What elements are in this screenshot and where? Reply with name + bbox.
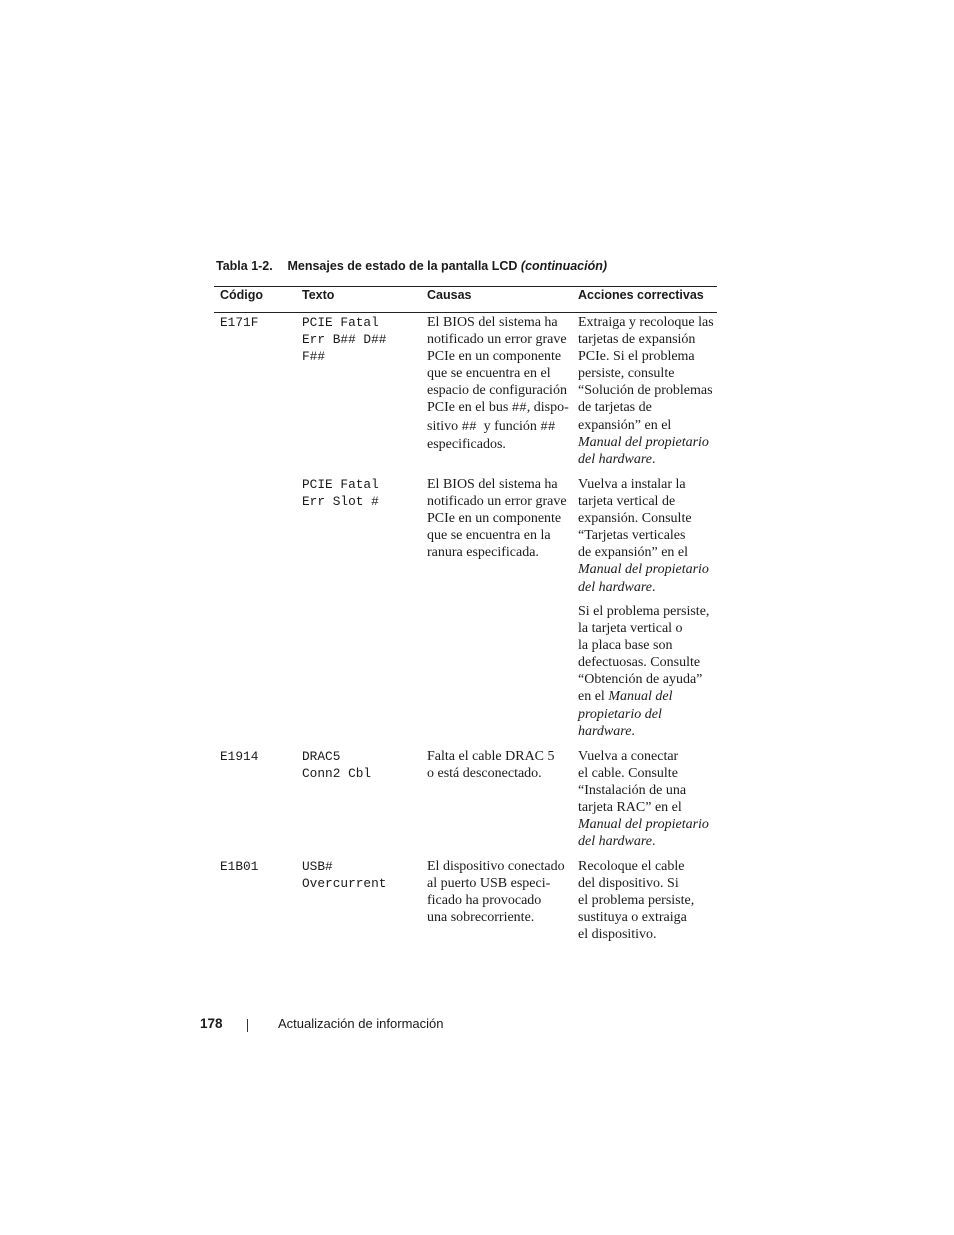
row4-causes: El dispositivo conectado al puerto USB especi- ficado ha provocado una sobrecorriente. bbox=[427, 859, 565, 926]
row3-causes: Falta el cable DRAC 5 o está desconectado. bbox=[427, 749, 555, 782]
table-top-rule bbox=[214, 286, 717, 287]
table-caption bbox=[216, 259, 607, 273]
page-number: 178 bbox=[200, 1016, 223, 1031]
row1-actions: Extraiga y recoloque las tarjetas de expansión PCIe. Si el problema persiste, consulte “Solución de problemas de tarjetas de expansión” en el Manual del propietario del hardware. bbox=[578, 315, 714, 467]
caption-continued: (continuación) bbox=[520, 259, 608, 273]
row2-causes: El BIOS del sistema ha notificado un error grave PCIe en un componente que se encuentra en la ranura especificada. bbox=[427, 477, 567, 561]
header-texto: Texto bbox=[302, 288, 335, 302]
caption-title: Mensajes de estado de la pantalla LCD bbox=[287, 259, 518, 273]
row2-text: PCIE Fatal Err Slot # bbox=[302, 477, 379, 510]
row3-text: DRAC5 Conn2 Cbl bbox=[302, 749, 372, 782]
header-causas: Causas bbox=[427, 288, 472, 302]
footer-section-title: Actualización de información bbox=[278, 1016, 444, 1031]
row2-actions-extra: Si el problema persiste, la tarjeta vertical o la placa base son defectuosas. Consulte “Obtención de ayuda” en el Manual del propietario del hardware. bbox=[578, 604, 710, 739]
row4-actions: Recoloque el cable del dispositivo. Si el problema persiste, sustituya o extraiga el dispositivo. bbox=[578, 859, 695, 943]
row3-actions: Vuelva a conectar el cable. Consulte “Instalación de una tarjeta RAC” en el Manual del propietario del hardware. bbox=[578, 749, 709, 850]
footer-divider bbox=[247, 1019, 248, 1032]
row1-causes: El BIOS del sistema ha notificado un error grave PCIe en un componente que se encuentra en el espacio de configuración PCIe en el bus ##, dispo- sitivo ## y función ## especificados. bbox=[427, 315, 569, 452]
row1-text: PCIE Fatal Err B## D## F## bbox=[302, 315, 387, 365]
header-codigo: Código bbox=[220, 288, 264, 302]
row4-code: E1B01 bbox=[220, 859, 259, 874]
header-rule bbox=[214, 312, 717, 313]
caption-label: Tabla 1-2. bbox=[216, 259, 273, 273]
row4-text: USB# Overcurrent bbox=[302, 859, 387, 892]
row1-code: E171F bbox=[220, 315, 259, 330]
row2-actions: Vuelva a instalar la tarjeta vertical de expansión. Consulte “Tarjetas verticales de expansión” en el Manual del propietario del hardware. bbox=[578, 477, 709, 595]
header-acciones: Acciones correctivas bbox=[578, 288, 704, 302]
row3-code: E1914 bbox=[220, 749, 259, 764]
